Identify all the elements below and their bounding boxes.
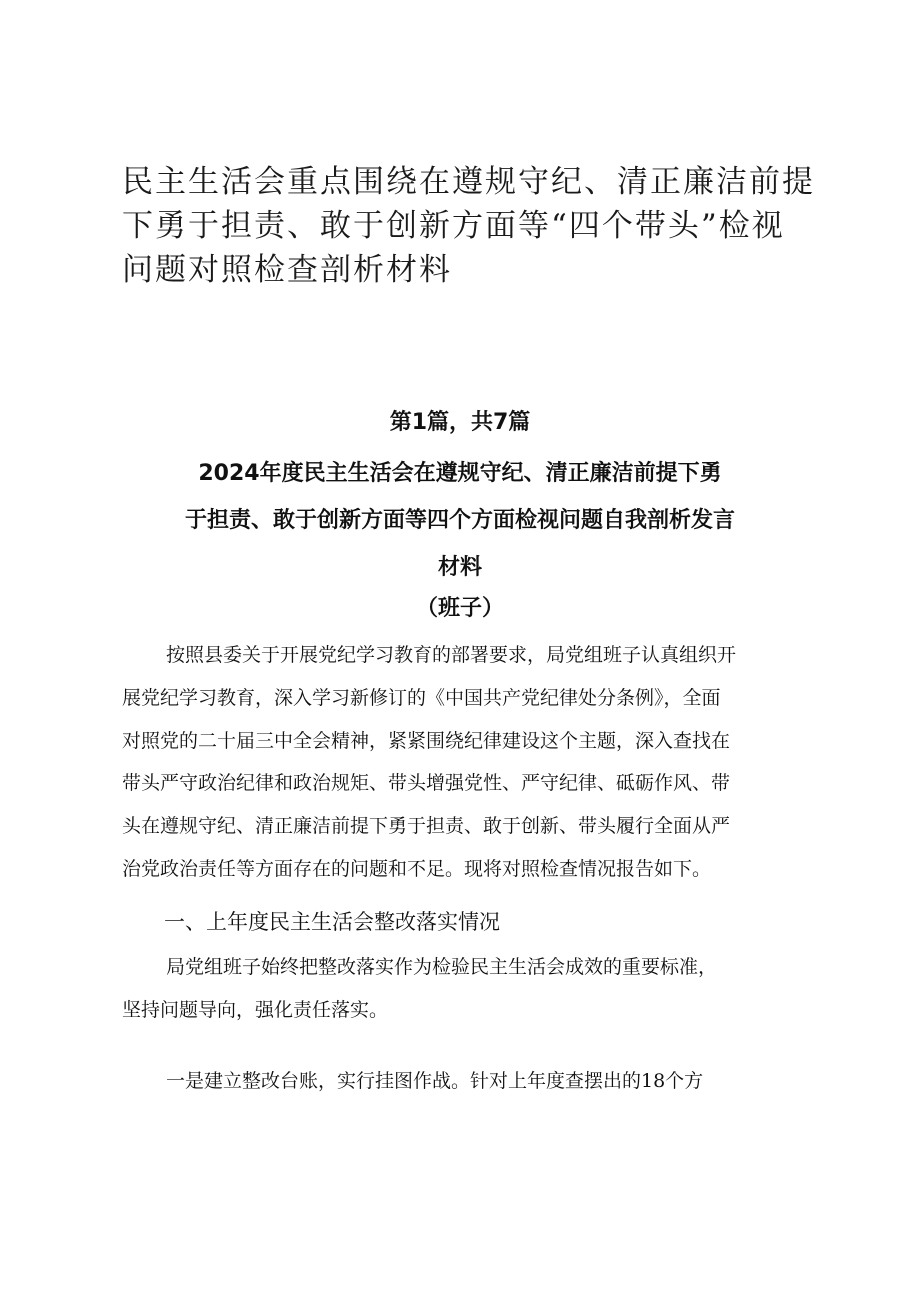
team-label: （班子）: [415, 596, 504, 621]
paragraph-line: 对照党的二十届三中全会精神，紧紧围绕纪律建设这个主题，深入查找在: [122, 729, 731, 752]
paragraph-line: 一是建立整改台账，实行挂图作战。针对上年度查摆出的18个方: [166, 1070, 704, 1092]
paragraph-line: 按照县委关于开展党纪学习教育的部署要求，局党组班子认真组织开: [166, 644, 737, 666]
subtitle-line: 材料: [437, 555, 482, 580]
section-paragraph: [122, 946, 812, 1032]
paragraph-line: 展党纪学习教育，深入学习新修订的《中国共产党纪律处分条例》，全面: [122, 686, 721, 709]
title-line: 问题对照检查剖析材料: [122, 252, 452, 288]
part-label: 第1篇，共7篇: [389, 410, 531, 435]
paragraph-line: 治党政治责任等方面存在的问题和不足。现将对照检查情况报告如下。: [122, 857, 712, 880]
subtitle-line: 2024年度民主生活会在遵规守纪、清正廉洁前提下勇: [198, 461, 722, 486]
subtitle: [120, 450, 800, 591]
paragraph-line: 带头严守政治纪律和政治规矩、带头增强党性、严守纪律、砥砺作风、带: [122, 772, 731, 795]
paragraph-line: 头在遵规守纪、清正廉洁前提下勇于担责、敢于创新、带头履行全面从严: [122, 815, 731, 838]
intro-paragraph: [122, 634, 812, 891]
section-heading: 一、上年度民主生活会整改落实情况: [164, 910, 500, 934]
paragraph-line: 局党组班子始终把整改落实作为检验民主生活会成效的重要标准，: [166, 956, 718, 978]
point-paragraph: [122, 1060, 812, 1103]
subtitle-line: 于担责、敢于创新方面等四个方面检视问题自我剖析发言: [184, 508, 735, 533]
document-title: [122, 160, 815, 292]
paragraph-line: 坚持问题导向，强化责任落实。: [122, 998, 389, 1021]
title-line: 下勇于担责、敢于创新方面等“四个带头”检视: [122, 208, 785, 244]
title-line: 民主生活会重点围绕在遵规守纪、清正廉洁前提: [122, 164, 815, 200]
